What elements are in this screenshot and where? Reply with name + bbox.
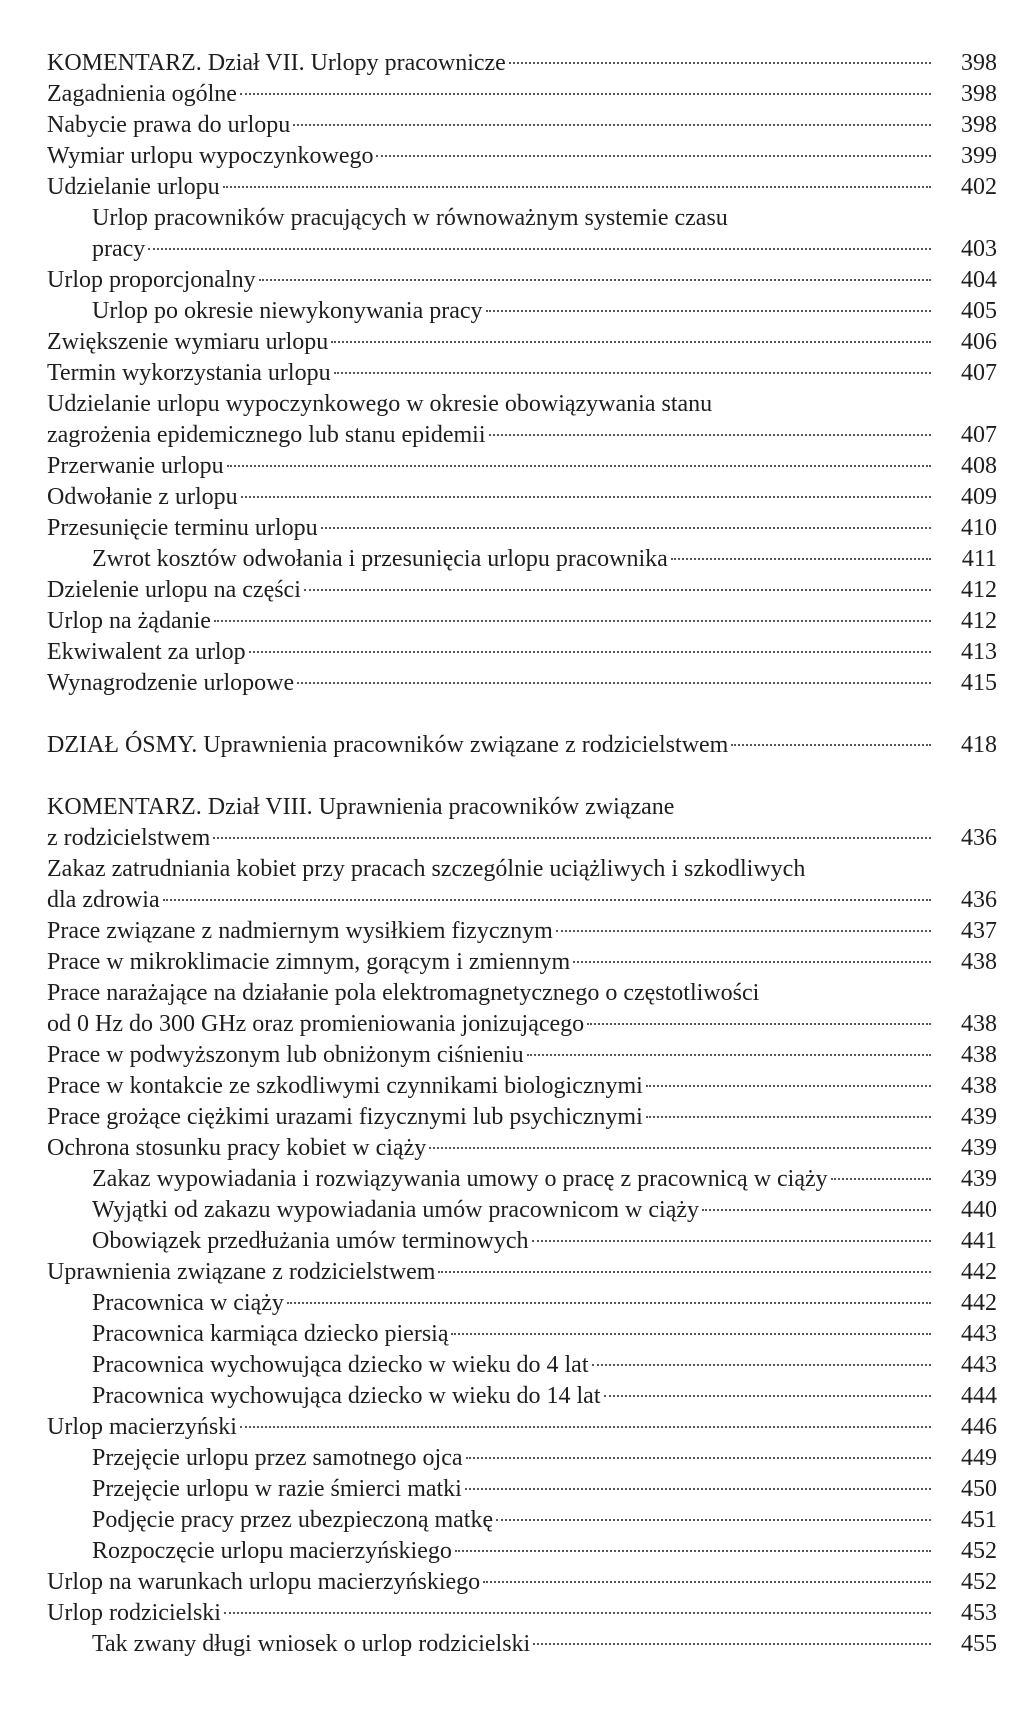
toc-entry-title: pracy bbox=[92, 236, 146, 262]
page-number: 438 bbox=[961, 1042, 997, 1068]
toc-entry-title: Zwiększenie wymiaru urlopu bbox=[47, 329, 329, 355]
dot-leader bbox=[240, 1426, 931, 1428]
dot-leader bbox=[223, 186, 931, 188]
page-number: 398 bbox=[961, 112, 997, 138]
dot-leader bbox=[483, 1581, 931, 1583]
dot-leader bbox=[331, 341, 931, 343]
page-number: 412 bbox=[961, 577, 997, 603]
toc-entry-title: Przesunięcie terminu urlopu bbox=[47, 515, 318, 541]
page-number: 443 bbox=[961, 1321, 997, 1347]
dot-leader bbox=[455, 1550, 931, 1552]
toc-entry bbox=[47, 1598, 997, 1629]
toc-entry-title: Pracownica wychowująca dziecko w wieku do 14 lat bbox=[92, 1383, 601, 1409]
page-number: 413 bbox=[961, 639, 997, 665]
dot-leader bbox=[240, 93, 931, 95]
dot-leader bbox=[489, 434, 932, 436]
section-gap bbox=[47, 761, 997, 792]
page-number: 442 bbox=[961, 1290, 997, 1316]
toc-entry-title: Odwołanie z urlopu bbox=[47, 484, 238, 510]
toc-entry-title: KOMENTARZ. Dział VII. Urlopy pracownicze bbox=[47, 50, 506, 76]
page-number: 411 bbox=[961, 546, 997, 572]
page-number: 443 bbox=[961, 1352, 997, 1378]
toc-subentry bbox=[47, 1350, 997, 1381]
page-number: 436 bbox=[961, 887, 997, 913]
toc-entry bbox=[47, 79, 997, 110]
page-number: 404 bbox=[961, 267, 997, 293]
dot-leader bbox=[646, 1116, 931, 1118]
toc-entry bbox=[47, 668, 997, 699]
page-number: 438 bbox=[961, 1073, 997, 1099]
dot-leader bbox=[163, 899, 931, 901]
toc-entry bbox=[47, 451, 997, 482]
toc-entry-title: Urlop rodzicielski bbox=[47, 1600, 221, 1626]
page-number: 439 bbox=[961, 1104, 997, 1130]
dot-leader bbox=[533, 1643, 931, 1645]
dot-leader bbox=[702, 1209, 931, 1211]
dot-leader bbox=[646, 1085, 931, 1087]
toc-subentry bbox=[47, 1381, 997, 1412]
toc-entry-title: Przejęcie urlopu w razie śmierci matki bbox=[92, 1476, 462, 1502]
toc-entry-title-line: Prace narażające na działanie pola elektromagnetycznego o częstotliwości bbox=[47, 980, 760, 1006]
toc-entry bbox=[47, 482, 997, 513]
toc-entry-title: Prace związane z nadmiernym wysiłkiem fizycznym bbox=[47, 918, 553, 944]
toc-entry-title: z rodzicielstwem bbox=[47, 825, 211, 851]
dot-leader bbox=[241, 496, 931, 498]
toc-subentry bbox=[47, 296, 997, 327]
toc-entry bbox=[47, 141, 997, 172]
dot-leader bbox=[249, 651, 931, 653]
toc-entry-title: Urlop macierzyński bbox=[47, 1414, 237, 1440]
toc-entry bbox=[47, 792, 997, 854]
toc-entry-title-line: Udzielanie urlopu wypoczynkowego w okresie obowiązywania stanu bbox=[47, 391, 713, 417]
toc-entry-title: Ekwiwalent za urlop bbox=[47, 639, 246, 665]
toc-entry bbox=[47, 575, 997, 606]
dot-leader bbox=[451, 1333, 931, 1335]
dot-leader bbox=[573, 961, 931, 963]
toc-entry-title: Zwrot kosztów odwołania i przesunięcia urlopu pracownika bbox=[92, 546, 668, 572]
toc-entry-title: Wyjątki od zakazu wypowiadania umów pracownicom w ciąży bbox=[92, 1197, 700, 1223]
toc-subentry bbox=[47, 1474, 997, 1505]
toc-entry-title: Urlop po okresie niewykonywania pracy bbox=[92, 298, 483, 324]
toc-entry bbox=[47, 1567, 997, 1598]
toc-entry bbox=[47, 978, 997, 1040]
page-number: 439 bbox=[961, 1166, 997, 1192]
toc-entry-title: Uprawnienia związane z rodzicielstwem bbox=[47, 1259, 436, 1285]
page-number: 402 bbox=[961, 174, 997, 200]
toc-entry-title: Podjęcie pracy przez ubezpieczoną matkę bbox=[92, 1507, 494, 1533]
dot-leader bbox=[532, 1240, 931, 1242]
toc-entry-title: Prace w mikroklimacie zimnym, gorącym i zmiennym bbox=[47, 949, 571, 975]
page-number: 415 bbox=[961, 670, 997, 696]
page-number: 444 bbox=[961, 1383, 997, 1409]
toc-entry bbox=[47, 916, 997, 947]
toc-subentry bbox=[47, 1505, 997, 1536]
page-number: 449 bbox=[961, 1445, 997, 1471]
toc-entry bbox=[47, 513, 997, 544]
toc-entry bbox=[47, 265, 997, 296]
toc-entry bbox=[47, 854, 997, 916]
toc-entry-title: od 0 Hz do 300 GHz oraz promieniowania jonizującego bbox=[47, 1011, 585, 1037]
page-number: 452 bbox=[961, 1538, 997, 1564]
dot-leader bbox=[831, 1178, 931, 1180]
toc-entry-title-line: KOMENTARZ. Dział VIII. Uprawnienia pracowników związane bbox=[47, 794, 675, 820]
toc-entry bbox=[47, 48, 997, 79]
dot-leader bbox=[604, 1395, 932, 1397]
toc-entry-title: Przerwanie urlopu bbox=[47, 453, 224, 479]
page-number: 436 bbox=[961, 825, 997, 851]
toc-entry-title-line: Urlop pracowników pracujących w równoważnym systemie czasu bbox=[92, 205, 728, 231]
toc-entry-title: zagrożenia epidemicznego lub stanu epidemii bbox=[47, 422, 486, 448]
page-number: 452 bbox=[961, 1569, 997, 1595]
dot-leader bbox=[556, 930, 931, 932]
toc-entry bbox=[47, 730, 997, 761]
page-number: 406 bbox=[961, 329, 997, 355]
page-number: 399 bbox=[961, 143, 997, 169]
toc-subentry bbox=[47, 1536, 997, 1567]
toc-entry-title: dla zdrowia bbox=[47, 887, 160, 913]
page-number: 455 bbox=[961, 1631, 997, 1657]
page-number: 412 bbox=[961, 608, 997, 634]
page-number: 418 bbox=[961, 732, 997, 758]
toc-subentry bbox=[47, 544, 997, 575]
toc-entry bbox=[47, 172, 997, 203]
page-number: 398 bbox=[961, 81, 997, 107]
toc-entry-title: Urlop na warunkach urlopu macierzyńskiego bbox=[47, 1569, 481, 1595]
page-number: 408 bbox=[961, 453, 997, 479]
dot-leader bbox=[148, 248, 931, 250]
toc-entry-title: Prace w podwyższonym lub obniżonym ciśnieniu bbox=[47, 1042, 524, 1068]
toc-entry-title: Dzielenie urlopu na części bbox=[47, 577, 301, 603]
dot-leader bbox=[509, 62, 931, 64]
dot-leader bbox=[259, 279, 931, 281]
dot-leader bbox=[592, 1364, 932, 1366]
page-number: 409 bbox=[961, 484, 997, 510]
page-number: 410 bbox=[961, 515, 997, 541]
toc-entry bbox=[47, 1040, 997, 1071]
section-gap bbox=[47, 699, 997, 730]
page-number: 439 bbox=[961, 1135, 997, 1161]
dot-leader bbox=[466, 1457, 932, 1459]
toc-entry-title: Urlop na żądanie bbox=[47, 608, 211, 634]
toc-subentry bbox=[47, 1195, 997, 1226]
dot-leader bbox=[287, 1302, 931, 1304]
toc-entry-title: Obowiązek przedłużania umów terminowych bbox=[92, 1228, 529, 1254]
toc-entry-title: Udzielanie urlopu bbox=[47, 174, 220, 200]
dot-leader bbox=[297, 682, 931, 684]
toc-subentry bbox=[47, 1288, 997, 1319]
page-number: 450 bbox=[961, 1476, 997, 1502]
toc-entry-title: Termin wykorzystania urlopu bbox=[47, 360, 331, 386]
toc-entry-title: Wynagrodzenie urlopowe bbox=[47, 670, 295, 696]
toc-entry-title: Przejęcie urlopu przez samotnego ojca bbox=[92, 1445, 463, 1471]
dot-leader bbox=[527, 1054, 931, 1056]
page-number: 403 bbox=[961, 236, 997, 262]
dot-leader bbox=[224, 1612, 931, 1614]
toc-entry-title: Wymiar urlopu wypoczynkowego bbox=[47, 143, 374, 169]
dot-leader bbox=[731, 744, 931, 746]
page-number: 398 bbox=[961, 50, 997, 76]
dot-leader bbox=[334, 372, 931, 374]
toc-entry bbox=[47, 389, 997, 451]
toc-entry-title: Ochrona stosunku pracy kobiet w ciąży bbox=[47, 1135, 427, 1161]
toc-entry-title: Zakaz wypowiadania i rozwiązywania umowy o pracę z pracownicą w ciąży bbox=[92, 1166, 828, 1192]
toc-entry-title: Pracownica karmiąca dziecko piersią bbox=[92, 1321, 449, 1347]
dot-leader bbox=[496, 1519, 931, 1521]
toc-entry bbox=[47, 1102, 997, 1133]
page-number: 407 bbox=[961, 422, 997, 448]
dot-leader bbox=[486, 310, 931, 312]
page-number: 441 bbox=[961, 1228, 997, 1254]
toc-entry bbox=[47, 358, 997, 389]
toc-subentry bbox=[47, 1629, 997, 1660]
toc-entry-title: Pracownica w ciąży bbox=[92, 1290, 284, 1316]
dot-leader bbox=[213, 837, 931, 839]
dot-leader bbox=[438, 1271, 931, 1273]
toc-entry-title: Prace w kontakcie ze szkodliwymi czynnikami biologicznymi bbox=[47, 1073, 643, 1099]
page-number: 442 bbox=[961, 1259, 997, 1285]
toc-entry-title-line: Zakaz zatrudniania kobiet przy pracach szczególnie uciążliwych i szkodliwych bbox=[47, 856, 806, 882]
dot-leader bbox=[214, 620, 931, 622]
page-number: 437 bbox=[961, 918, 997, 944]
toc-entry bbox=[47, 1133, 997, 1164]
toc-entry-title: Zagadnienia ogólne bbox=[47, 81, 237, 107]
toc-entry bbox=[47, 110, 997, 141]
toc-entry bbox=[47, 327, 997, 358]
toc-entry bbox=[47, 606, 997, 637]
toc-entry-title: Pracownica wychowująca dziecko w wieku do 4 lat bbox=[92, 1352, 589, 1378]
toc-subentry bbox=[47, 203, 997, 265]
dot-leader bbox=[429, 1147, 931, 1149]
toc-entry-title: Nabycie prawa do urlopu bbox=[47, 112, 291, 138]
dot-leader bbox=[587, 1023, 931, 1025]
toc-subentry bbox=[47, 1226, 997, 1257]
toc-entry bbox=[47, 637, 997, 668]
page-number: 438 bbox=[961, 1011, 997, 1037]
toc-subentry bbox=[47, 1164, 997, 1195]
toc-entry-title: Tak zwany długi wniosek o urlop rodzicielski bbox=[92, 1631, 531, 1657]
table-of-contents bbox=[47, 48, 997, 1660]
toc-entry-title: Rozpoczęcie urlopu macierzyńskiego bbox=[92, 1538, 452, 1564]
dot-leader bbox=[376, 155, 931, 157]
dot-leader bbox=[293, 124, 931, 126]
page-number: 438 bbox=[961, 949, 997, 975]
toc-entry bbox=[47, 947, 997, 978]
toc-subentry bbox=[47, 1443, 997, 1474]
toc-entry-title: Urlop proporcjonalny bbox=[47, 267, 256, 293]
dot-leader bbox=[227, 465, 931, 467]
toc-entry bbox=[47, 1412, 997, 1443]
dot-leader bbox=[321, 527, 931, 529]
page-number: 407 bbox=[961, 360, 997, 386]
toc-entry-title: DZIAŁ ÓSMY. Uprawnienia pracowników związane z rodzicielstwem bbox=[47, 732, 729, 758]
page-number: 440 bbox=[961, 1197, 997, 1223]
toc-subentry bbox=[47, 1319, 997, 1350]
page-number: 446 bbox=[961, 1414, 997, 1440]
toc-entry bbox=[47, 1257, 997, 1288]
dot-leader bbox=[465, 1488, 931, 1490]
toc-entry-title: Prace grożące ciężkimi urazami fizycznymi lub psychicznymi bbox=[47, 1104, 643, 1130]
dot-leader bbox=[671, 558, 931, 560]
page-number: 451 bbox=[961, 1507, 997, 1533]
dot-leader bbox=[304, 589, 931, 591]
page-number: 405 bbox=[961, 298, 997, 324]
page-number: 453 bbox=[961, 1600, 997, 1626]
toc-entry bbox=[47, 1071, 997, 1102]
